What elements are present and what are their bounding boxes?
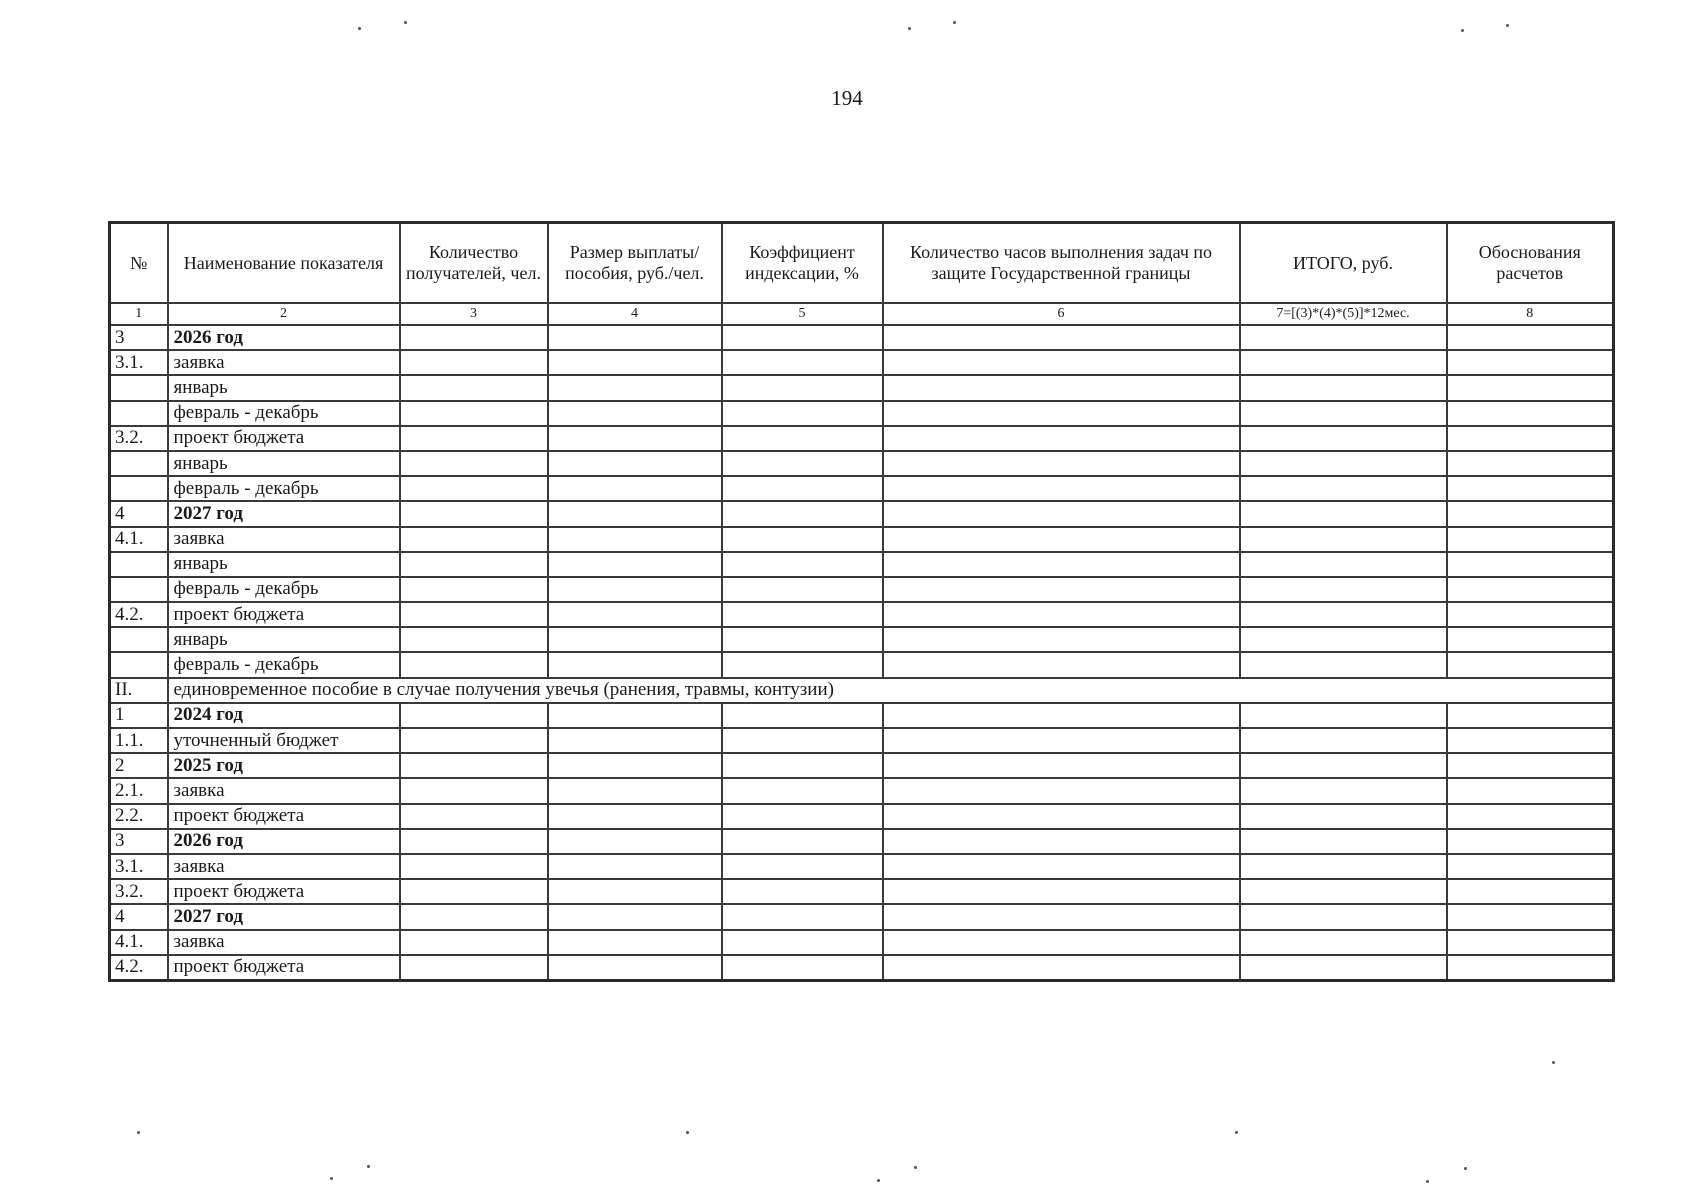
empty-cell: [883, 930, 1240, 955]
row-number: 4: [110, 501, 168, 526]
table-row: [110, 728, 1614, 753]
table-row: [110, 778, 1614, 803]
empty-cell: [1447, 804, 1614, 829]
row-name: единовременное пособие в случае получения увечья (ранения, травмы, контузии): [168, 678, 1614, 703]
empty-cell: [722, 804, 883, 829]
empty-cell: [1240, 879, 1447, 904]
empty-cell: [1447, 955, 1614, 981]
empty-cell: [400, 451, 548, 476]
empty-cell: [1240, 501, 1447, 526]
empty-cell: [548, 501, 722, 526]
empty-cell: [1447, 652, 1614, 677]
empty-cell: [722, 375, 883, 400]
table-row: [110, 426, 1614, 451]
table-row: [110, 854, 1614, 879]
empty-cell: [883, 375, 1240, 400]
empty-cell: [1240, 778, 1447, 803]
scan-speck: [358, 27, 361, 30]
scan-speck: [953, 21, 956, 24]
table-row: [110, 451, 1614, 476]
empty-cell: [1240, 753, 1447, 778]
empty-cell: [1447, 375, 1614, 400]
empty-cell: [1447, 325, 1614, 350]
scan-speck: [686, 1131, 689, 1134]
empty-cell: [400, 728, 548, 753]
row-number: 1: [110, 703, 168, 728]
column-number: 4: [548, 303, 722, 325]
empty-cell: [400, 577, 548, 602]
empty-cell: [1447, 904, 1614, 929]
empty-cell: [1447, 552, 1614, 577]
empty-cell: [722, 451, 883, 476]
table-row: [110, 678, 1614, 703]
empty-cell: [548, 703, 722, 728]
empty-cell: [1447, 602, 1614, 627]
empty-cell: [722, 753, 883, 778]
empty-cell: [1240, 350, 1447, 375]
empty-cell: [400, 627, 548, 652]
empty-cell: [1240, 904, 1447, 929]
empty-cell: [722, 854, 883, 879]
empty-cell: [883, 552, 1240, 577]
row-number: 4.2.: [110, 955, 168, 981]
empty-cell: [722, 879, 883, 904]
empty-cell: [548, 904, 722, 929]
table-row: [110, 375, 1614, 400]
row-number: 4.2.: [110, 602, 168, 627]
row-name: проект бюджета: [168, 602, 400, 627]
empty-cell: [400, 904, 548, 929]
empty-cell: [883, 879, 1240, 904]
row-name: январь: [168, 375, 400, 400]
empty-cell: [400, 401, 548, 426]
empty-cell: [883, 904, 1240, 929]
empty-cell: [1447, 527, 1614, 552]
row-name: проект бюджета: [168, 955, 400, 981]
empty-cell: [1447, 930, 1614, 955]
empty-cell: [400, 879, 548, 904]
row-number: [110, 476, 168, 501]
scan-speck: [137, 1131, 140, 1134]
empty-cell: [1240, 602, 1447, 627]
empty-cell: [548, 829, 722, 854]
table-row: [110, 652, 1614, 677]
scan-speck: [1426, 1180, 1429, 1183]
column-header: Наименование показателя: [168, 223, 400, 304]
row-number: 3.1.: [110, 350, 168, 375]
row-name: январь: [168, 451, 400, 476]
scan-speck: [1506, 24, 1509, 27]
empty-cell: [883, 451, 1240, 476]
table-row: [110, 904, 1614, 929]
row-name: 2024 год: [168, 703, 400, 728]
empty-cell: [548, 879, 722, 904]
empty-cell: [400, 955, 548, 981]
empty-cell: [722, 426, 883, 451]
empty-cell: [1447, 854, 1614, 879]
empty-cell: [883, 627, 1240, 652]
empty-cell: [400, 829, 548, 854]
column-number: 3: [400, 303, 548, 325]
empty-cell: [548, 778, 722, 803]
row-number: [110, 401, 168, 426]
empty-cell: [548, 325, 722, 350]
empty-cell: [1447, 879, 1614, 904]
empty-cell: [1240, 652, 1447, 677]
table-row: [110, 501, 1614, 526]
row-name: январь: [168, 627, 400, 652]
empty-cell: [400, 703, 548, 728]
empty-cell: [722, 577, 883, 602]
row-name: проект бюджета: [168, 804, 400, 829]
table-row: [110, 527, 1614, 552]
scan-speck: [1464, 1167, 1467, 1170]
empty-cell: [883, 955, 1240, 981]
empty-cell: [400, 652, 548, 677]
empty-cell: [883, 426, 1240, 451]
empty-cell: [548, 552, 722, 577]
empty-cell: [548, 527, 722, 552]
row-name: январь: [168, 552, 400, 577]
empty-cell: [548, 476, 722, 501]
table-row: [110, 804, 1614, 829]
empty-cell: [1447, 728, 1614, 753]
empty-cell: [1240, 829, 1447, 854]
empty-cell: [548, 451, 722, 476]
budget-table: [108, 221, 1615, 982]
row-number: [110, 451, 168, 476]
scan-speck: [367, 1165, 370, 1168]
empty-cell: [722, 325, 883, 350]
empty-cell: [1240, 375, 1447, 400]
table-body: [110, 325, 1614, 980]
row-name: 2027 год: [168, 904, 400, 929]
empty-cell: [400, 350, 548, 375]
empty-cell: [548, 854, 722, 879]
column-header: №: [110, 223, 168, 304]
empty-cell: [722, 527, 883, 552]
empty-cell: [722, 703, 883, 728]
empty-cell: [883, 703, 1240, 728]
empty-cell: [722, 652, 883, 677]
table-row: [110, 829, 1614, 854]
scan-speck: [1461, 29, 1464, 32]
row-number: 3.1.: [110, 854, 168, 879]
empty-cell: [400, 753, 548, 778]
empty-cell: [400, 778, 548, 803]
column-number: 2: [168, 303, 400, 325]
empty-cell: [883, 325, 1240, 350]
empty-cell: [883, 829, 1240, 854]
empty-cell: [1240, 476, 1447, 501]
row-number: [110, 627, 168, 652]
table-row: [110, 552, 1614, 577]
empty-cell: [722, 955, 883, 981]
table-row: [110, 350, 1614, 375]
scan-speck: [908, 27, 911, 30]
empty-cell: [400, 527, 548, 552]
column-header: ИТОГО, руб.: [1240, 223, 1447, 304]
empty-cell: [722, 778, 883, 803]
empty-cell: [1240, 930, 1447, 955]
empty-cell: [400, 804, 548, 829]
row-number: [110, 652, 168, 677]
table-row: [110, 325, 1614, 350]
empty-cell: [400, 375, 548, 400]
row-number: 2: [110, 753, 168, 778]
column-number: 5: [722, 303, 883, 325]
empty-cell: [1447, 401, 1614, 426]
empty-cell: [1447, 577, 1614, 602]
row-number: [110, 552, 168, 577]
row-name: 2026 год: [168, 829, 400, 854]
empty-cell: [548, 955, 722, 981]
empty-cell: [722, 552, 883, 577]
empty-cell: [548, 627, 722, 652]
empty-cell: [883, 476, 1240, 501]
row-name: 2025 год: [168, 753, 400, 778]
empty-cell: [1240, 552, 1447, 577]
scan-speck: [330, 1177, 333, 1180]
empty-cell: [1240, 577, 1447, 602]
empty-cell: [1240, 325, 1447, 350]
table-row: [110, 753, 1614, 778]
empty-cell: [1240, 728, 1447, 753]
empty-cell: [722, 728, 883, 753]
row-name: февраль - декабрь: [168, 476, 400, 501]
empty-cell: [1240, 955, 1447, 981]
table-row: [110, 955, 1614, 981]
row-number: 3.2.: [110, 879, 168, 904]
table-row: [110, 627, 1614, 652]
scan-speck: [877, 1179, 880, 1182]
empty-cell: [722, 401, 883, 426]
row-name: февраль - декабрь: [168, 652, 400, 677]
row-name: 2026 год: [168, 325, 400, 350]
empty-cell: [883, 804, 1240, 829]
table-row: [110, 602, 1614, 627]
row-number: [110, 375, 168, 400]
empty-cell: [1447, 350, 1614, 375]
row-number: 3: [110, 325, 168, 350]
row-name: заявка: [168, 527, 400, 552]
row-name: февраль - декабрь: [168, 577, 400, 602]
table-row: [110, 930, 1614, 955]
scan-speck: [1235, 1131, 1238, 1134]
column-number: 8: [1447, 303, 1614, 325]
empty-cell: [722, 476, 883, 501]
empty-cell: [400, 501, 548, 526]
empty-cell: [883, 854, 1240, 879]
empty-cell: [400, 930, 548, 955]
empty-cell: [1240, 627, 1447, 652]
table-row: [110, 476, 1614, 501]
empty-cell: [400, 426, 548, 451]
empty-cell: [548, 652, 722, 677]
empty-cell: [1447, 753, 1614, 778]
empty-cell: [548, 426, 722, 451]
empty-cell: [1447, 829, 1614, 854]
empty-cell: [722, 501, 883, 526]
row-number: 2.2.: [110, 804, 168, 829]
row-name: проект бюджета: [168, 879, 400, 904]
empty-cell: [883, 778, 1240, 803]
row-number: 4.1.: [110, 930, 168, 955]
row-number: 1.1.: [110, 728, 168, 753]
empty-cell: [883, 728, 1240, 753]
empty-cell: [722, 627, 883, 652]
row-number: 4: [110, 904, 168, 929]
empty-cell: [1447, 627, 1614, 652]
empty-cell: [400, 854, 548, 879]
column-number: 6: [883, 303, 1240, 325]
row-name: 2027 год: [168, 501, 400, 526]
empty-cell: [548, 350, 722, 375]
empty-cell: [883, 577, 1240, 602]
row-name: заявка: [168, 350, 400, 375]
empty-cell: [548, 577, 722, 602]
empty-cell: [722, 602, 883, 627]
empty-cell: [548, 728, 722, 753]
column-header: Размер выплаты/пособия, руб./чел.: [548, 223, 722, 304]
empty-cell: [1447, 501, 1614, 526]
row-name: уточненный бюджет: [168, 728, 400, 753]
empty-cell: [1240, 703, 1447, 728]
empty-cell: [883, 652, 1240, 677]
empty-cell: [400, 476, 548, 501]
scan-speck: [914, 1166, 917, 1169]
row-name: проект бюджета: [168, 426, 400, 451]
scan-speck: [1552, 1061, 1555, 1064]
page-number: 194: [831, 86, 863, 110]
empty-cell: [883, 602, 1240, 627]
empty-cell: [883, 527, 1240, 552]
empty-cell: [883, 401, 1240, 426]
empty-cell: [1447, 476, 1614, 501]
table-row: [110, 703, 1614, 728]
column-header: Обоснования расчетов: [1447, 223, 1614, 304]
row-name: заявка: [168, 778, 400, 803]
row-name: заявка: [168, 854, 400, 879]
empty-cell: [1240, 527, 1447, 552]
table-header: [110, 223, 1614, 326]
empty-cell: [1240, 451, 1447, 476]
empty-cell: [548, 804, 722, 829]
column-number: 7=[(3)*(4)*(5)]*12мес.: [1240, 303, 1447, 325]
empty-cell: [548, 401, 722, 426]
empty-cell: [1447, 451, 1614, 476]
column-header: Коэффициент индексации, %: [722, 223, 883, 304]
table-row: [110, 577, 1614, 602]
empty-cell: [1240, 401, 1447, 426]
empty-cell: [883, 350, 1240, 375]
column-header: Количество часов выполнения задач по защите Государственной границы: [883, 223, 1240, 304]
empty-cell: [722, 350, 883, 375]
empty-cell: [548, 930, 722, 955]
row-name: февраль - декабрь: [168, 401, 400, 426]
empty-cell: [883, 501, 1240, 526]
empty-cell: [548, 753, 722, 778]
row-number: 3.2.: [110, 426, 168, 451]
empty-cell: [400, 552, 548, 577]
empty-cell: [1447, 778, 1614, 803]
column-header: Количество получателей, чел.: [400, 223, 548, 304]
table-row: [110, 879, 1614, 904]
row-number: II.: [110, 678, 168, 703]
row-number: 2.1.: [110, 778, 168, 803]
empty-cell: [400, 602, 548, 627]
empty-cell: [1447, 703, 1614, 728]
empty-cell: [1240, 426, 1447, 451]
row-number: 3: [110, 829, 168, 854]
row-number: [110, 577, 168, 602]
empty-cell: [1447, 426, 1614, 451]
empty-cell: [722, 904, 883, 929]
empty-cell: [722, 829, 883, 854]
row-number: 4.1.: [110, 527, 168, 552]
empty-cell: [722, 930, 883, 955]
scan-speck: [404, 21, 407, 24]
table-row: [110, 401, 1614, 426]
empty-cell: [548, 375, 722, 400]
empty-cell: [1240, 804, 1447, 829]
empty-cell: [1240, 854, 1447, 879]
empty-cell: [548, 602, 722, 627]
empty-cell: [883, 753, 1240, 778]
column-number: 1: [110, 303, 168, 325]
empty-cell: [400, 325, 548, 350]
row-name: заявка: [168, 930, 400, 955]
